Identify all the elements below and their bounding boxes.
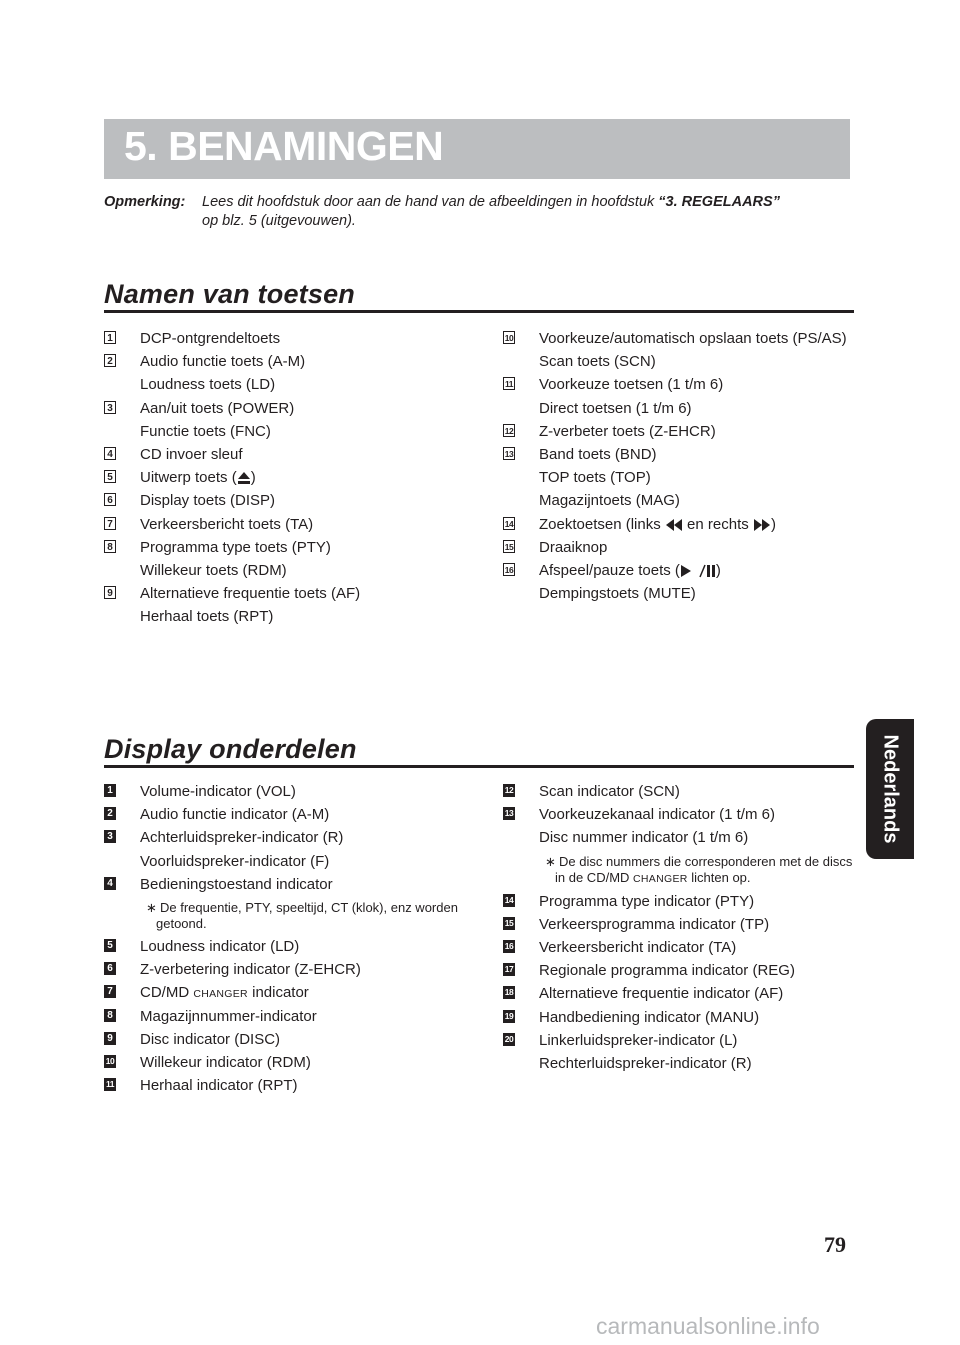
item-label: Afspeel/pauze toets ( <box>539 561 680 579</box>
item-label: Willekeur toets (RDM) <box>140 561 287 579</box>
list-item <box>104 582 484 605</box>
list-item <box>503 959 855 982</box>
item-label: Magazijnnummer-indicator <box>140 1007 317 1025</box>
item-number: 20 <box>504 1033 514 1044</box>
item-number: 8 <box>104 540 116 553</box>
item-number: 3 <box>104 830 116 843</box>
list-item <box>104 327 484 350</box>
asterisk-mark: ∗ <box>545 853 556 869</box>
list-item <box>104 397 484 420</box>
item-label: Willekeur indicator (RDM) <box>140 1053 311 1071</box>
list-item <box>503 536 863 559</box>
item-number: 10 <box>105 1055 115 1066</box>
item-number: 13 <box>504 808 514 819</box>
item-label: Voorkeuze/automatisch opslaan toets (PS/AS) <box>539 330 847 347</box>
eject-icon <box>237 471 251 485</box>
item-label: Herhaal indicator (RPT) <box>140 1077 298 1095</box>
item-number: 3 <box>104 401 116 414</box>
item-label: Achterluidspreker-indicator (R) <box>140 829 344 847</box>
list-item <box>104 466 484 489</box>
item-label: Programma type indicator (PTY) <box>539 892 755 910</box>
item-label: Voorkeuze toetsen (1 t/m 6) <box>539 376 724 394</box>
list-item <box>104 826 484 849</box>
display-section-title: Display onderdelen <box>104 734 357 764</box>
note-text-reference: “3. REGELAARS” <box>658 194 780 210</box>
footnote-smallcaps: CHANGER <box>633 872 688 885</box>
display-list-right <box>503 780 855 1075</box>
seek-left-icon <box>665 518 683 532</box>
item-label: Audio functie toets (A-M) <box>140 353 306 371</box>
item-number: 19 <box>504 1010 514 1021</box>
page-number: 79 <box>824 1232 846 1257</box>
list-item-continuation <box>503 489 863 512</box>
item-label: Dempingstoets (MUTE) <box>539 585 696 603</box>
item-number: 16 <box>504 940 514 951</box>
item-number: 4 <box>104 877 116 890</box>
watermark: carmanualsonline.info <box>596 1313 820 1339</box>
item-number: 2 <box>104 354 116 367</box>
list-item <box>104 489 484 512</box>
item-number: 2 <box>104 807 116 820</box>
play-pause-icon <box>680 564 716 578</box>
buttons-list-left <box>104 327 484 628</box>
item-label: Uitwerp toets ( <box>140 469 237 487</box>
item-label: Alternatieve frequentie indicator (AF) <box>539 985 784 1003</box>
item-number: 10 <box>504 333 514 343</box>
buttons-section-title: Namen van toetsen <box>104 279 355 309</box>
list-item <box>104 1074 484 1097</box>
item-label: Scan indicator (SCN) <box>539 783 680 800</box>
list-item <box>104 1051 484 1074</box>
list-item-continuation <box>503 826 855 849</box>
item-number: 1 <box>104 331 116 344</box>
note-label: Opmerking: <box>104 194 186 210</box>
list-item <box>503 559 863 582</box>
list-item-continuation <box>503 1052 855 1075</box>
item-number: 7 <box>104 517 116 530</box>
list-item-continuation <box>104 420 484 443</box>
list-item-continuation <box>104 373 484 396</box>
item-label: Disc indicator (DISC) <box>140 1030 281 1048</box>
item-label: Band toets (BND) <box>539 445 657 463</box>
seek-right-icon <box>753 518 771 532</box>
item-number: 5 <box>104 939 116 952</box>
item-label: Functie toets (FNC) <box>140 422 271 440</box>
item-label: TOP toets (TOP) <box>539 469 651 487</box>
list-item-continuation <box>503 397 863 420</box>
list-item <box>503 443 863 466</box>
item-number: 11 <box>505 379 513 390</box>
note-text-body: Lees dit hoofdstuk door aan de hand van de afbeeldingen in hoofdstuk <box>202 194 659 210</box>
list-item <box>503 420 863 443</box>
item-label-suffix: ) <box>715 561 721 579</box>
footnote-suffix: lichten op. <box>687 869 751 885</box>
list-item <box>503 1006 855 1029</box>
item-label: Magazijntoets (MAG) <box>539 492 680 510</box>
buttons-section-heading <box>104 276 854 313</box>
list-item <box>503 373 863 396</box>
list-item <box>503 327 863 350</box>
item-label: Aan/uit toets (POWER) <box>140 399 295 417</box>
item-label: Herhaal toets (RPT) <box>140 608 274 626</box>
display-list-left <box>104 780 484 1097</box>
item-label-suffix: indicator <box>247 984 309 1002</box>
item-label: Loudness indicator (LD) <box>140 937 300 955</box>
item-label-suffix: ) <box>250 469 256 487</box>
list-item <box>104 350 484 373</box>
item-label: Scan toets (SCN) <box>539 353 656 371</box>
note-text-page: op blz. 5 (uitgevouwen). <box>202 213 356 229</box>
item-label: Draaiknop <box>539 538 608 556</box>
item-footnote <box>104 900 484 932</box>
item-footnote <box>503 854 855 887</box>
list-item <box>104 536 484 559</box>
list-item <box>503 803 855 826</box>
item-number: 16 <box>504 564 514 575</box>
chapter-title: 5. BENAMINGEN <box>124 123 444 169</box>
list-item-continuation <box>503 350 863 373</box>
list-item-continuation <box>104 605 484 628</box>
item-label: CD invoer sleuf <box>140 445 243 463</box>
item-number: 17 <box>504 964 514 975</box>
item-label: Audio functie indicator (A-M) <box>140 806 330 824</box>
item-number: 5 <box>104 470 116 483</box>
item-number: 18 <box>504 987 514 998</box>
list-item-continuation <box>104 559 484 582</box>
list-item <box>503 1029 855 1052</box>
list-item <box>104 513 484 536</box>
item-number: 13 <box>504 448 514 459</box>
language-tab-label: Nederlands <box>879 734 902 844</box>
item-label: Voorluidspreker-indicator (F) <box>140 852 330 870</box>
item-label: CD/MD <box>140 984 194 1002</box>
item-label: Disc nummer indicator (1 t/m 6) <box>539 829 749 847</box>
list-item <box>104 981 484 1004</box>
footnote-text: De disc nummers die corresponderen met de discs in de CD/MD <box>555 853 853 885</box>
list-item <box>503 780 855 803</box>
item-label-suffix: ) <box>770 515 776 533</box>
list-item <box>503 913 855 936</box>
item-label-smallcaps: CHANGER <box>193 988 248 1001</box>
item-label: Loudness toets (LD) <box>140 376 276 394</box>
asterisk-mark: ∗ <box>146 899 157 915</box>
item-label: Z-verbetering indicator (Z-EHCR) <box>140 961 361 979</box>
item-number: 14 <box>504 894 514 905</box>
list-item <box>104 873 484 896</box>
item-label-middle: en rechts <box>682 515 753 533</box>
item-number: 4 <box>104 447 116 460</box>
item-label: Handbediening indicator (MANU) <box>539 1008 760 1026</box>
list-item <box>104 443 484 466</box>
item-label: Verkeersbericht indicator (TA) <box>539 938 737 956</box>
item-number: 6 <box>104 962 116 975</box>
item-number: 11 <box>106 1079 114 1090</box>
item-label: Verkeersprogramma indicator (TP) <box>539 915 770 933</box>
item-number: 6 <box>104 493 116 506</box>
item-label: Display toets (DISP) <box>140 492 276 510</box>
footnote-text: De frequentie, PTY, speeltijd, CT (klok), enz worden getoond. <box>156 899 458 931</box>
list-item <box>503 513 863 536</box>
item-label: Z-verbeter toets (Z-EHCR) <box>539 422 716 440</box>
item-label: Verkeersbericht toets (TA) <box>140 515 314 533</box>
item-label: Direct toetsen (1 t/m 6) <box>539 399 692 417</box>
chapter-banner <box>104 119 850 179</box>
language-tab <box>866 719 914 859</box>
list-item <box>503 982 855 1005</box>
list-item <box>104 935 484 958</box>
note-text <box>202 193 854 231</box>
item-number: 8 <box>104 1009 116 1022</box>
item-number: 15 <box>504 917 514 928</box>
item-label: Bedieningstoestand indicator <box>140 875 333 893</box>
item-number: 12 <box>504 785 514 795</box>
item-number: 12 <box>504 425 514 436</box>
item-number: 15 <box>504 541 514 552</box>
list-item <box>503 890 855 913</box>
item-label: Linkerluidspreker-indicator (L) <box>539 1031 738 1049</box>
item-number: 14 <box>504 518 514 529</box>
list-item-continuation <box>503 582 863 605</box>
list-item-continuation <box>104 850 484 873</box>
item-label: Zoektoetsen (links <box>539 515 665 533</box>
item-label: Programma type toets (PTY) <box>140 538 331 556</box>
item-label: Alternatieve frequentie toets (AF) <box>140 585 361 603</box>
item-label: Volume-indicator (VOL) <box>140 783 296 800</box>
list-item <box>104 958 484 981</box>
list-item <box>104 1028 484 1051</box>
buttons-list-right <box>503 327 863 605</box>
item-label: Rechterluidspreker-indicator (R) <box>539 1054 752 1072</box>
item-number: 1 <box>104 784 116 797</box>
item-label: Voorkeuzekanaal indicator (1 t/m 6) <box>539 806 775 824</box>
item-number: 9 <box>104 1032 116 1045</box>
item-label: DCP-ontgrendeltoets <box>140 330 281 347</box>
item-number: 9 <box>104 586 116 599</box>
item-number: 7 <box>104 985 116 998</box>
list-item-continuation <box>503 466 863 489</box>
list-item <box>503 936 855 959</box>
list-item <box>104 1005 484 1028</box>
item-label: Regionale programma indicator (REG) <box>539 962 795 980</box>
display-section-heading <box>104 731 854 768</box>
list-item <box>104 803 484 826</box>
list-item <box>104 780 484 803</box>
